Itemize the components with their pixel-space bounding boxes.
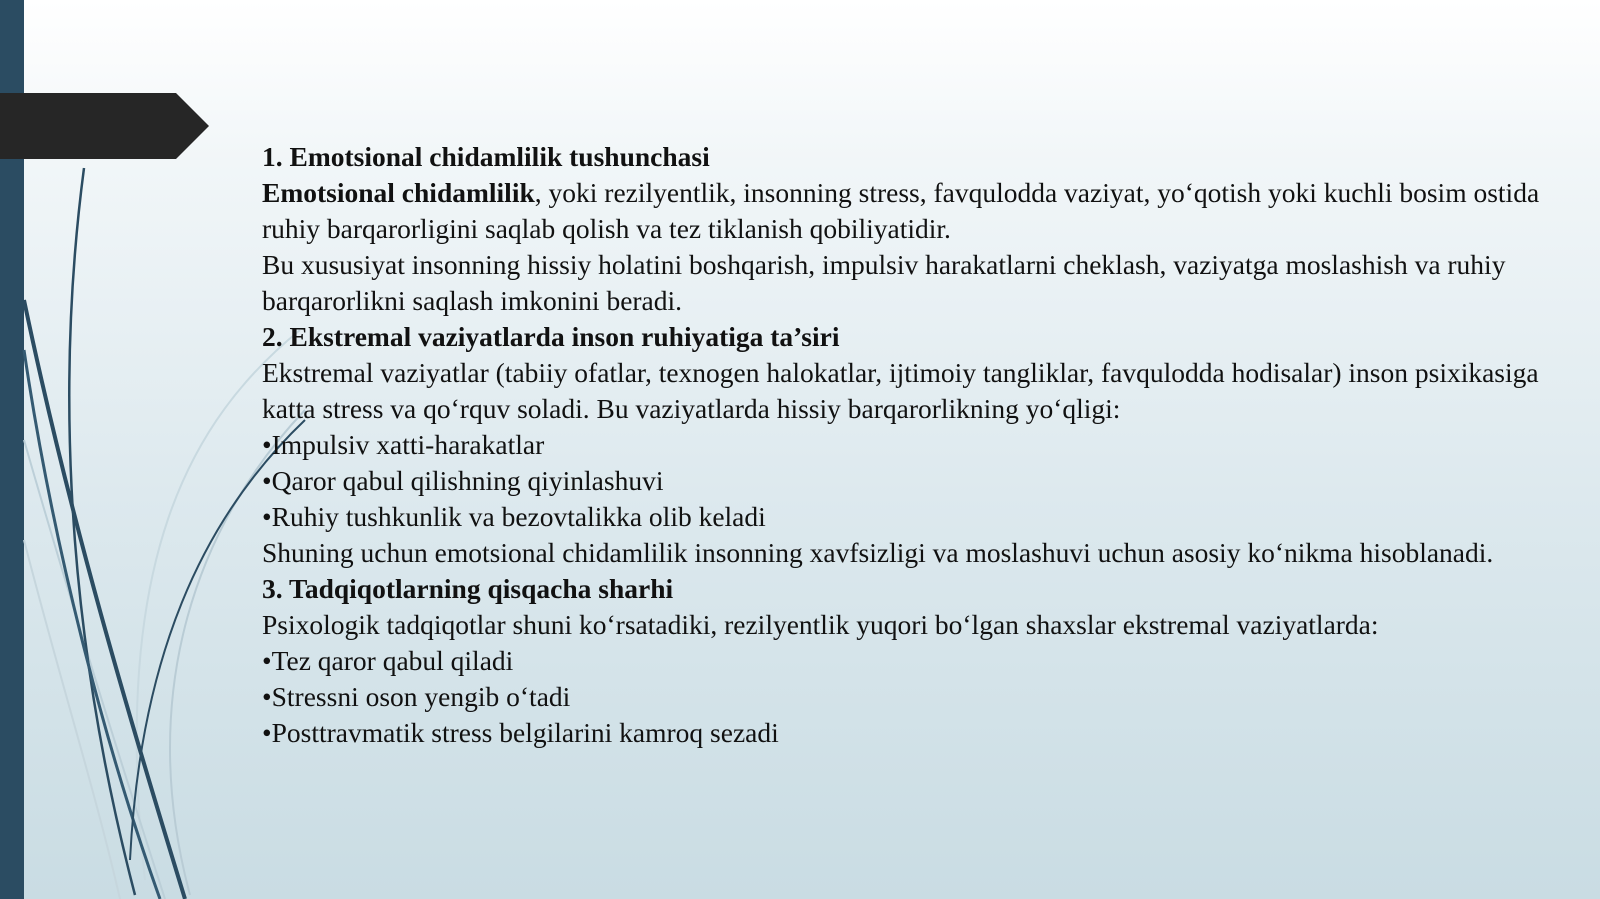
slide-content	[262, 139, 1562, 751]
list-item: •Stressni oson yengib o‘tadi	[262, 681, 571, 712]
list-item: •Qaror qabul qilishning qiyinlashuvi	[262, 465, 664, 496]
section-1-intro	[262, 175, 1562, 247]
section-2-paragraph: Ekstremal vaziyatlar (tabiiy ofatlar, texnogen halokatlar, ijtimoiy tangliklar, favqulodda hodisalar) inson psixikasiga katta stress va qo‘rquv soladi. Bu vaziyatlarda hissiy barqarorlikning yo‘qligi:	[262, 357, 1539, 424]
section-2-conclusion: Shuning uchun emotsional chidamlilik insonning xavfsizligi va moslashuvi uchun asosiy ko‘nikma hisoblanadi.	[262, 537, 1494, 568]
list-item: •Ruhiy tushkunlik va bezovtalikka olib keladi	[262, 501, 766, 532]
section-1-intro-rest: , yoki rezilyentlik, insonning stress, favqulodda vaziyat, yo‘qotish yoki kuchli bosim ostida ruhiy barqarorligini saqlab qolish va tez tiklanish qobiliyatidir.	[262, 177, 1540, 244]
section-3-heading: 3. Tadqiqotlarning qisqacha sharhi	[262, 573, 674, 604]
section-2-heading: 2. Ekstremal vaziyatlarda inson ruhiyatiga ta’siri	[262, 321, 840, 352]
section-1-paragraph: Bu xususiyat insonning hissiy holatini boshqarish, impulsiv harakatlarni cheklash, vaziyatga moslashish va ruhiy barqarorlikni saqlash imkonini beradi.	[262, 249, 1506, 316]
section-1-heading: 1. Emotsional chidamlilik tushunchasi	[262, 141, 710, 172]
list-item: •Tez qaror qabul qiladi	[262, 645, 514, 676]
header-tab	[0, 93, 209, 159]
section-1-intro-bold: Emotsional chidamlilik	[262, 177, 535, 208]
list-item: •Posttravmatik stress belgilarini kamroq sezadi	[262, 717, 779, 748]
section-3-paragraph: Psixologik tadqiqotlar shuni ko‘rsatadiki, rezilyentlik yuqori bo‘lgan shaxslar ekstremal vaziyatlarda:	[262, 609, 1379, 640]
list-item: •Impulsiv xatti-harakatlar	[262, 429, 545, 460]
